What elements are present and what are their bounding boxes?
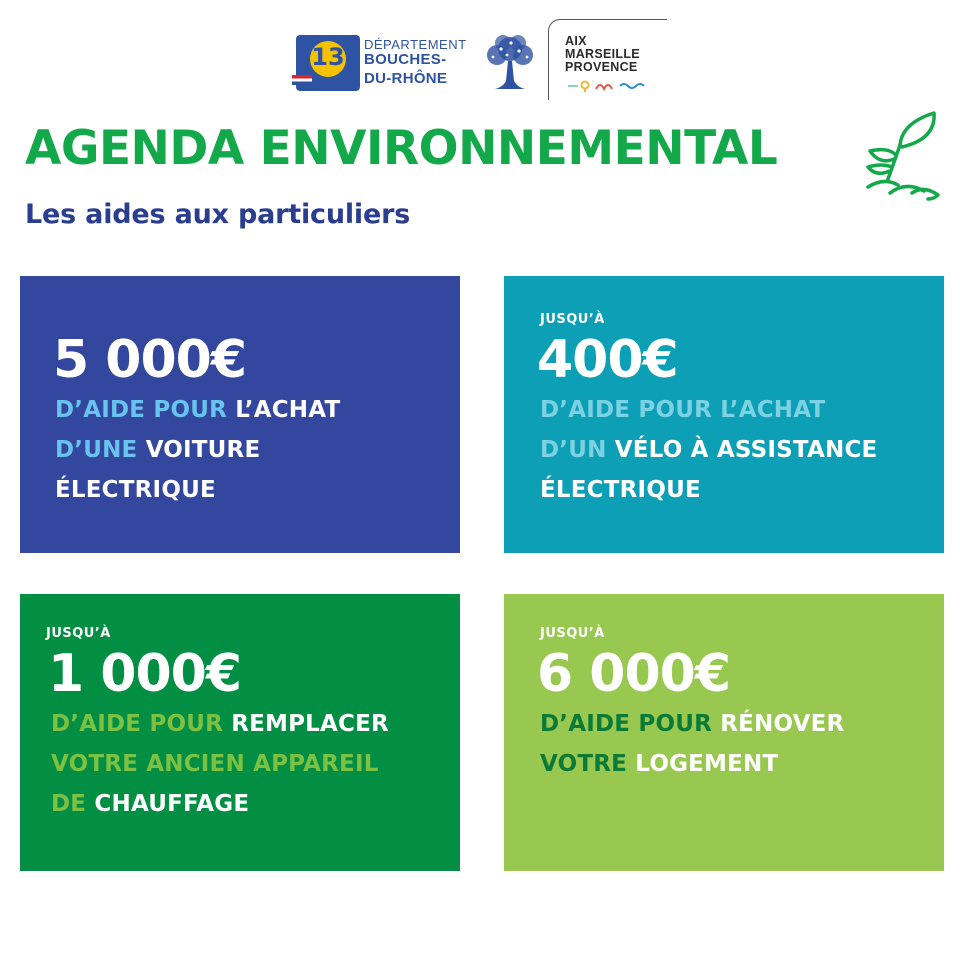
desc-text: REMPLACER [231,711,389,737]
aid-amount: 5 000€ [53,330,247,390]
metropole-line-1: AIX [565,34,587,48]
desc-text: VOTRE [540,751,636,777]
page-title: AGENDA ENVIRONNEMENTAL [25,121,778,176]
aid-description [540,390,877,510]
card-voiture-electrique [20,276,460,553]
page-subtitle: Les aides aux particuliers [25,199,411,230]
desc-text: D’UNE [55,437,146,463]
flag-icon [292,75,312,85]
aid-description [540,704,844,784]
aid-prefix: JUSQU’À [46,626,111,641]
card-velo-electrique [504,276,944,553]
desc-text: VOITURE [145,437,261,463]
desc-text: D’AIDE POUR L’ACHAT [540,397,826,423]
aid-description [55,390,340,510]
desc-text: DE [51,791,95,817]
card-renovation-logement [504,594,944,871]
desc-text: VOTRE ANCIEN APPAREIL [51,751,379,777]
desc-text: CHAUFFAGE [94,791,250,817]
logo-number: 13 [311,43,345,71]
header-logos [288,17,666,103]
metropole-symbols-icon [568,79,648,93]
desc-text: LOGEMENT [635,751,779,777]
desc-text: D’AIDE POUR [540,711,721,737]
aid-prefix: JUSQU’À [540,626,605,641]
olive-tree-icon [481,31,539,93]
desc-text: ÉLECTRIQUE [55,477,216,503]
desc-text: L’ACHAT [235,397,341,423]
desc-text: D’UN [540,437,615,463]
metropole-line-2: MARSEILLE [565,47,640,61]
sprout-icon [862,105,946,203]
aid-description [51,704,389,824]
metropole-logo [565,35,640,74]
aid-amount: 6 000€ [537,644,731,704]
aid-amount: 1 000€ [48,644,242,704]
card-chauffage [20,594,460,871]
metropole-line-3: PROVENCE [565,60,638,74]
desc-text: D’AIDE POUR [55,397,236,423]
dept-name-line2: DU-RHÔNE [364,70,448,87]
departement-13-logo [296,35,360,91]
aid-prefix: JUSQU’À [540,312,605,327]
aid-amount: 400€ [537,330,678,390]
dept-name-line1: BOUCHES- [364,51,447,68]
desc-text: VÉLO À ASSISTANCE [614,437,878,463]
desc-text: ÉLECTRIQUE [540,477,701,503]
desc-text: D’AIDE POUR [51,711,232,737]
desc-text: RÉNOVER [720,711,845,737]
dept-word: DÉPARTEMENT [364,37,467,52]
